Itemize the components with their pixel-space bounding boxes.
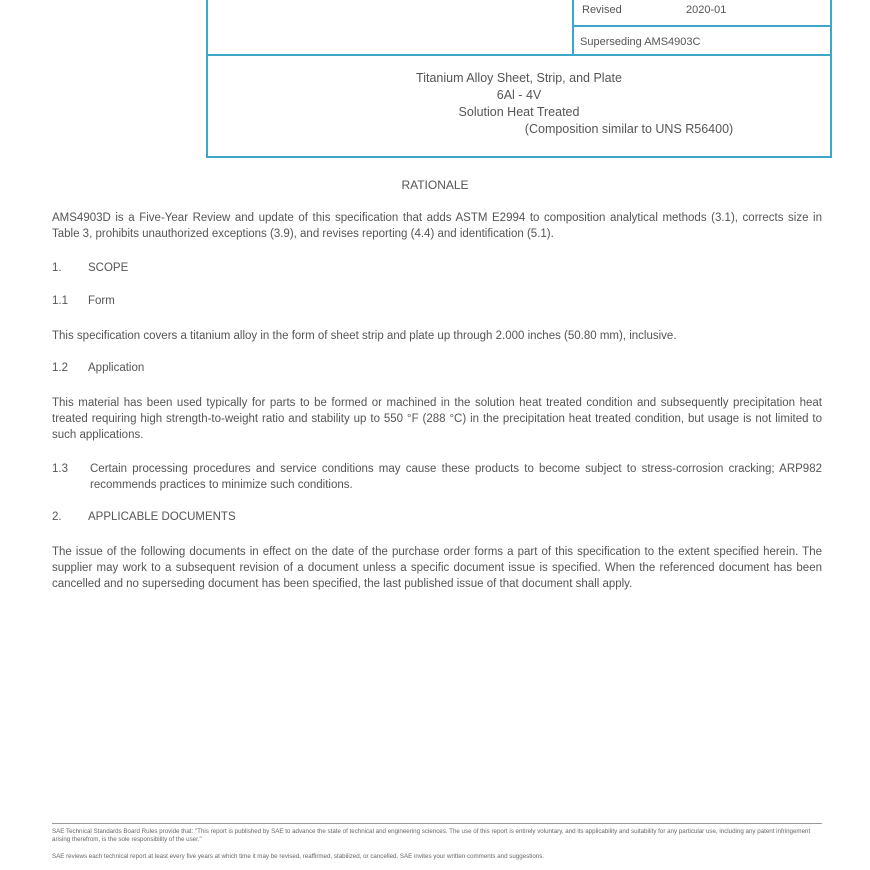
applicable-documents-heading	[52, 511, 236, 523]
meta-row-separator	[574, 25, 830, 27]
composition-note: (Composition similar to UNS R56400)	[524, 122, 734, 136]
form-heading	[52, 295, 115, 307]
superseding-label: Superseding AMS4903C	[580, 36, 701, 48]
title-line-3: Solution Heat Treated	[458, 105, 580, 119]
applicable-documents-number: 2.	[52, 511, 62, 523]
application-heading	[52, 362, 144, 374]
section-1-3	[52, 461, 822, 493]
form-number: 1.1	[52, 295, 68, 307]
section-1-3-text: Certain processing procedures and service conditions may cause these products to become subject to stress-corrosion cracking; ARP982 recommends practices to minimize such conditions.	[90, 463, 822, 491]
rationale-text: AMS4903D is a Five-Year Review and update of this specification that adds ASTM E2994 to composition analytical methods (3.1), corrects size in Table 3, prohibits unauthorized exceptions (3.9), and revises reporting (4.4) and identification (5.1).	[52, 212, 822, 240]
footer-review-note: SAE reviews each technical report at least every five years at which time it may be revised, reaffirmed, stabilized, or cancelled. SAE invites your written comments and suggestions.	[52, 853, 545, 860]
title-line-1: Titanium Alloy Sheet, Strip, and Plate	[416, 71, 622, 85]
revised-label: Revised	[582, 4, 622, 16]
scope-number: 1.	[52, 262, 62, 274]
document-header-box	[206, 0, 832, 158]
footer-disclaimer: SAE Technical Standards Board Rules provide that: "This report is published by SAE to advance the state of technical and engineering sciences. The use of this report is entirely voluntary, and its applicability and suitability for any particular use, including any patent infringement arising therefrom, is the sole responsibility of the user."	[52, 828, 811, 843]
rationale-heading: RATIONALE	[401, 178, 469, 192]
header-divider	[572, 0, 574, 54]
application-text: This material has been used typically for parts to be formed or machined in the solution heat treated condition and subsequently precipitation heat treated requiring high strength-to-weight ratio and stability up to 550 °F (288 °C) in the precipitation heat treated condition, but usage is not limited to such applications.	[52, 397, 822, 441]
title-line-2: 6Al - 4V	[496, 88, 542, 102]
application-number: 1.2	[52, 362, 68, 374]
footer-rule	[52, 823, 822, 824]
applicable-documents-text: The issue of the following documents in effect on the date of the purchase order forms a part of this specification to the extent specified herein. The supplier may work to a subsequent revision of a document unless a specific document issue is specified. When the referenced document has been cancelled and no superseding document has been specified, the last published issue of that document shall apply.	[52, 546, 822, 590]
form-text: This specification covers a titanium alloy in the form of sheet strip and plate up through 2.000 inches (50.80 mm), inclusive.	[52, 330, 677, 342]
revised-date: 2020-01	[686, 4, 727, 16]
document-title	[208, 70, 830, 138]
section-1-3-number: 1.3	[52, 463, 68, 475]
scope-title: SCOPE	[88, 262, 129, 274]
form-title: Form	[88, 295, 115, 307]
applicable-documents-title: APPLICABLE DOCUMENTS	[88, 511, 236, 523]
application-title: Application	[88, 362, 145, 374]
scope-heading	[52, 262, 128, 274]
header-top-section	[208, 0, 830, 56]
